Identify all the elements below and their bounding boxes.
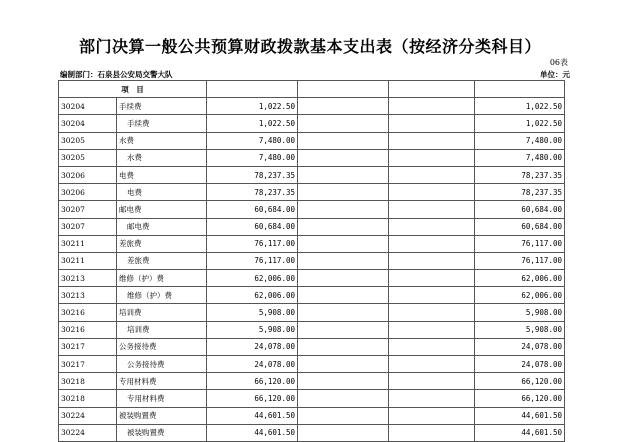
row-code: 30213 xyxy=(59,270,117,287)
row-empty-b xyxy=(389,304,475,321)
row-name: 培训费 xyxy=(117,304,207,321)
row-name: 被装购置费 xyxy=(117,407,207,424)
row-empty-b xyxy=(389,201,475,218)
row-empty-a xyxy=(298,321,389,338)
row-total: 76,117.00 xyxy=(207,252,298,269)
table-row xyxy=(59,235,565,252)
row-empty-b xyxy=(389,338,475,355)
row-name: 被装购置费 xyxy=(117,424,207,441)
row-code: 30224 xyxy=(59,407,117,424)
row-empty-b xyxy=(389,407,475,424)
row-code: 30218 xyxy=(59,390,117,407)
row-name: 培训费 xyxy=(117,321,207,338)
row-code: 30224 xyxy=(59,424,117,441)
table-code: 06表 xyxy=(549,58,568,67)
row-name: 维修（护）费 xyxy=(117,270,207,287)
row-name: 水费 xyxy=(117,132,207,149)
row-basic: 78,237.35 xyxy=(475,184,565,201)
row-empty-a xyxy=(298,98,389,115)
row-total: 1,022.50 xyxy=(207,98,298,115)
row-basic: 76,117.00 xyxy=(475,252,565,269)
row-empty-b xyxy=(389,149,475,166)
table-row xyxy=(59,356,565,373)
table-row xyxy=(59,252,565,269)
row-empty-a xyxy=(298,338,389,355)
row-total: 24,078.00 xyxy=(207,338,298,355)
row-empty-a xyxy=(298,184,389,201)
header-empty-1 xyxy=(207,81,298,98)
row-name: 手续费 xyxy=(117,115,207,132)
table-header-row xyxy=(59,81,565,98)
row-total: 78,237.35 xyxy=(207,166,298,183)
row-code: 30211 xyxy=(59,252,117,269)
table-row xyxy=(59,115,565,132)
table-row xyxy=(59,149,565,166)
row-basic: 5,908.00 xyxy=(475,321,565,338)
row-code: 30204 xyxy=(59,115,117,132)
row-empty-a xyxy=(298,235,389,252)
table-row xyxy=(59,407,565,424)
row-basic: 66,120.00 xyxy=(475,390,565,407)
row-empty-b xyxy=(389,252,475,269)
row-code: 30206 xyxy=(59,184,117,201)
row-basic: 7,480.00 xyxy=(475,149,565,166)
row-basic: 76,117.00 xyxy=(475,235,565,252)
row-empty-b xyxy=(389,235,475,252)
row-empty-a xyxy=(298,356,389,373)
table-row xyxy=(59,390,565,407)
row-basic: 7,480.00 xyxy=(475,132,565,149)
row-name: 电费 xyxy=(117,166,207,183)
row-name: 手续费 xyxy=(117,98,207,115)
row-code: 30216 xyxy=(59,321,117,338)
unit-label: 单位：元 xyxy=(540,70,570,79)
row-total: 60,684.00 xyxy=(207,218,298,235)
row-empty-a xyxy=(298,115,389,132)
row-empty-b xyxy=(389,287,475,304)
row-code: 30205 xyxy=(59,132,117,149)
row-basic: 78,237.35 xyxy=(475,166,565,183)
row-empty-a xyxy=(298,407,389,424)
table-row xyxy=(59,270,565,287)
row-code: 30206 xyxy=(59,166,117,183)
expenditure-table xyxy=(58,80,565,442)
row-basic: 1,022.50 xyxy=(475,115,565,132)
row-total: 44,601.50 xyxy=(207,407,298,424)
row-code: 30207 xyxy=(59,201,117,218)
row-code: 30213 xyxy=(59,287,117,304)
header-item: 项 目 xyxy=(59,81,207,98)
table-row xyxy=(59,338,565,355)
row-basic: 60,684.00 xyxy=(475,218,565,235)
row-basic: 24,078.00 xyxy=(475,356,565,373)
table-body xyxy=(59,98,565,442)
row-name: 公务接待费 xyxy=(117,356,207,373)
row-basic: 60,684.00 xyxy=(475,201,565,218)
row-total: 66,120.00 xyxy=(207,390,298,407)
row-empty-a xyxy=(298,270,389,287)
row-name: 公务接待费 xyxy=(117,338,207,355)
row-total: 7,480.00 xyxy=(207,132,298,149)
row-empty-b xyxy=(389,373,475,390)
row-empty-a xyxy=(298,132,389,149)
row-code: 30205 xyxy=(59,149,117,166)
row-total: 44,601.50 xyxy=(207,424,298,441)
row-total: 76,117.00 xyxy=(207,235,298,252)
row-empty-a xyxy=(298,149,389,166)
row-empty-a xyxy=(298,201,389,218)
row-name: 差旅费 xyxy=(117,235,207,252)
row-empty-b xyxy=(389,132,475,149)
table-row xyxy=(59,304,565,321)
row-code: 30211 xyxy=(59,235,117,252)
page-title: 部门决算一般公共预算财政拨款基本支出表（按经济分类科目） xyxy=(78,37,541,56)
row-name: 差旅费 xyxy=(117,252,207,269)
row-empty-b xyxy=(389,270,475,287)
row-basic: 5,908.00 xyxy=(475,304,565,321)
row-empty-a xyxy=(298,424,389,441)
row-total: 60,684.00 xyxy=(207,201,298,218)
table-row xyxy=(59,184,565,201)
row-basic: 24,078.00 xyxy=(475,338,565,355)
table-row xyxy=(59,166,565,183)
row-empty-a xyxy=(298,166,389,183)
row-total: 78,237.35 xyxy=(207,184,298,201)
row-total: 24,078.00 xyxy=(207,356,298,373)
row-empty-b xyxy=(389,218,475,235)
row-basic: 44,601.50 xyxy=(475,407,565,424)
row-empty-a xyxy=(298,252,389,269)
row-name: 维修（护）费 xyxy=(117,287,207,304)
row-empty-b xyxy=(389,424,475,441)
row-empty-a xyxy=(298,287,389,304)
row-code: 30204 xyxy=(59,98,117,115)
table-row xyxy=(59,373,565,390)
row-code: 30207 xyxy=(59,218,117,235)
row-code: 30217 xyxy=(59,356,117,373)
row-code: 30216 xyxy=(59,304,117,321)
row-empty-b xyxy=(389,356,475,373)
row-basic: 44,601.50 xyxy=(475,424,565,441)
row-empty-b xyxy=(389,166,475,183)
row-empty-a xyxy=(298,218,389,235)
table-row xyxy=(59,201,565,218)
row-basic: 1,022.50 xyxy=(475,98,565,115)
row-empty-b xyxy=(389,98,475,115)
table-row xyxy=(59,424,565,441)
row-total: 62,006.00 xyxy=(207,287,298,304)
row-name: 专用材料费 xyxy=(117,390,207,407)
row-empty-a xyxy=(298,304,389,321)
row-empty-a xyxy=(298,373,389,390)
row-basic: 66,120.00 xyxy=(475,373,565,390)
table-row xyxy=(59,287,565,304)
row-name: 邮电费 xyxy=(117,201,207,218)
row-total: 66,120.00 xyxy=(207,373,298,390)
row-name: 专用材料费 xyxy=(117,373,207,390)
row-code: 30217 xyxy=(59,338,117,355)
table-row xyxy=(59,98,565,115)
row-name: 水费 xyxy=(117,149,207,166)
row-empty-b xyxy=(389,321,475,338)
table-row xyxy=(59,218,565,235)
header-empty-4 xyxy=(475,81,565,98)
row-empty-b xyxy=(389,115,475,132)
row-empty-a xyxy=(298,390,389,407)
row-total: 1,022.50 xyxy=(207,115,298,132)
row-empty-b xyxy=(389,184,475,201)
row-total: 7,480.00 xyxy=(207,149,298,166)
row-empty-b xyxy=(389,390,475,407)
row-name: 电费 xyxy=(117,184,207,201)
row-total: 62,006.00 xyxy=(207,270,298,287)
row-name: 邮电费 xyxy=(117,218,207,235)
header-empty-3 xyxy=(389,81,475,98)
row-basic: 62,006.00 xyxy=(475,287,565,304)
row-basic: 62,006.00 xyxy=(475,270,565,287)
header-empty-2 xyxy=(298,81,389,98)
table-row xyxy=(59,132,565,149)
row-code: 30218 xyxy=(59,373,117,390)
org-label: 编制部门：石泉县公安局交警大队 xyxy=(60,70,173,79)
row-total: 5,908.00 xyxy=(207,321,298,338)
table-row xyxy=(59,321,565,338)
row-total: 5,908.00 xyxy=(207,304,298,321)
